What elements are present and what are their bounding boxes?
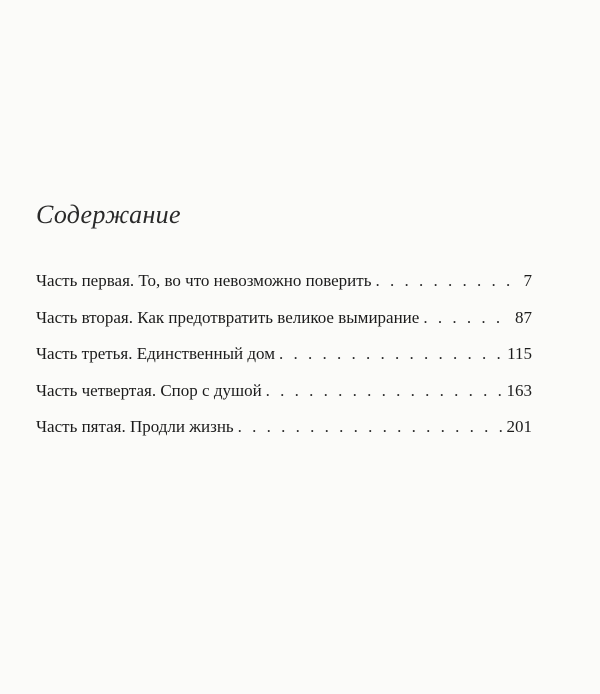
- toc-dot-leader: [279, 336, 503, 373]
- toc-entry: [36, 336, 532, 373]
- toc-entry-page: 201: [506, 417, 532, 436]
- toc-entry-label: Часть первая. То, во что невозможно поверить: [36, 271, 372, 290]
- toc-entry: [36, 373, 532, 410]
- toc-title: Содержание: [36, 200, 181, 229]
- toc-list: [36, 263, 532, 446]
- toc-entry-label: Часть четвертая. Спор с душой: [36, 380, 262, 400]
- toc-entry: [36, 263, 532, 300]
- toc-entry-label: Часть третья. Единственный дом: [36, 344, 275, 363]
- toc-entry-label: Часть вторая. Как предотвратить великое вымирание: [36, 307, 420, 327]
- toc-entry-page: 115: [507, 344, 532, 363]
- toc-entry-page: 163: [506, 380, 532, 400]
- toc-entry-page: 87: [515, 307, 532, 327]
- toc-entry: [36, 409, 532, 446]
- toc-dot-leader: [423, 300, 511, 337]
- toc-dot-leader: [375, 263, 518, 300]
- toc-entry-label: Часть пятая. Продли жизнь: [36, 417, 234, 436]
- toc-dot-leader: [238, 409, 503, 446]
- toc-dot-leader: [266, 373, 503, 410]
- toc-entry-page: 7: [523, 271, 532, 290]
- toc-entry: [36, 300, 532, 337]
